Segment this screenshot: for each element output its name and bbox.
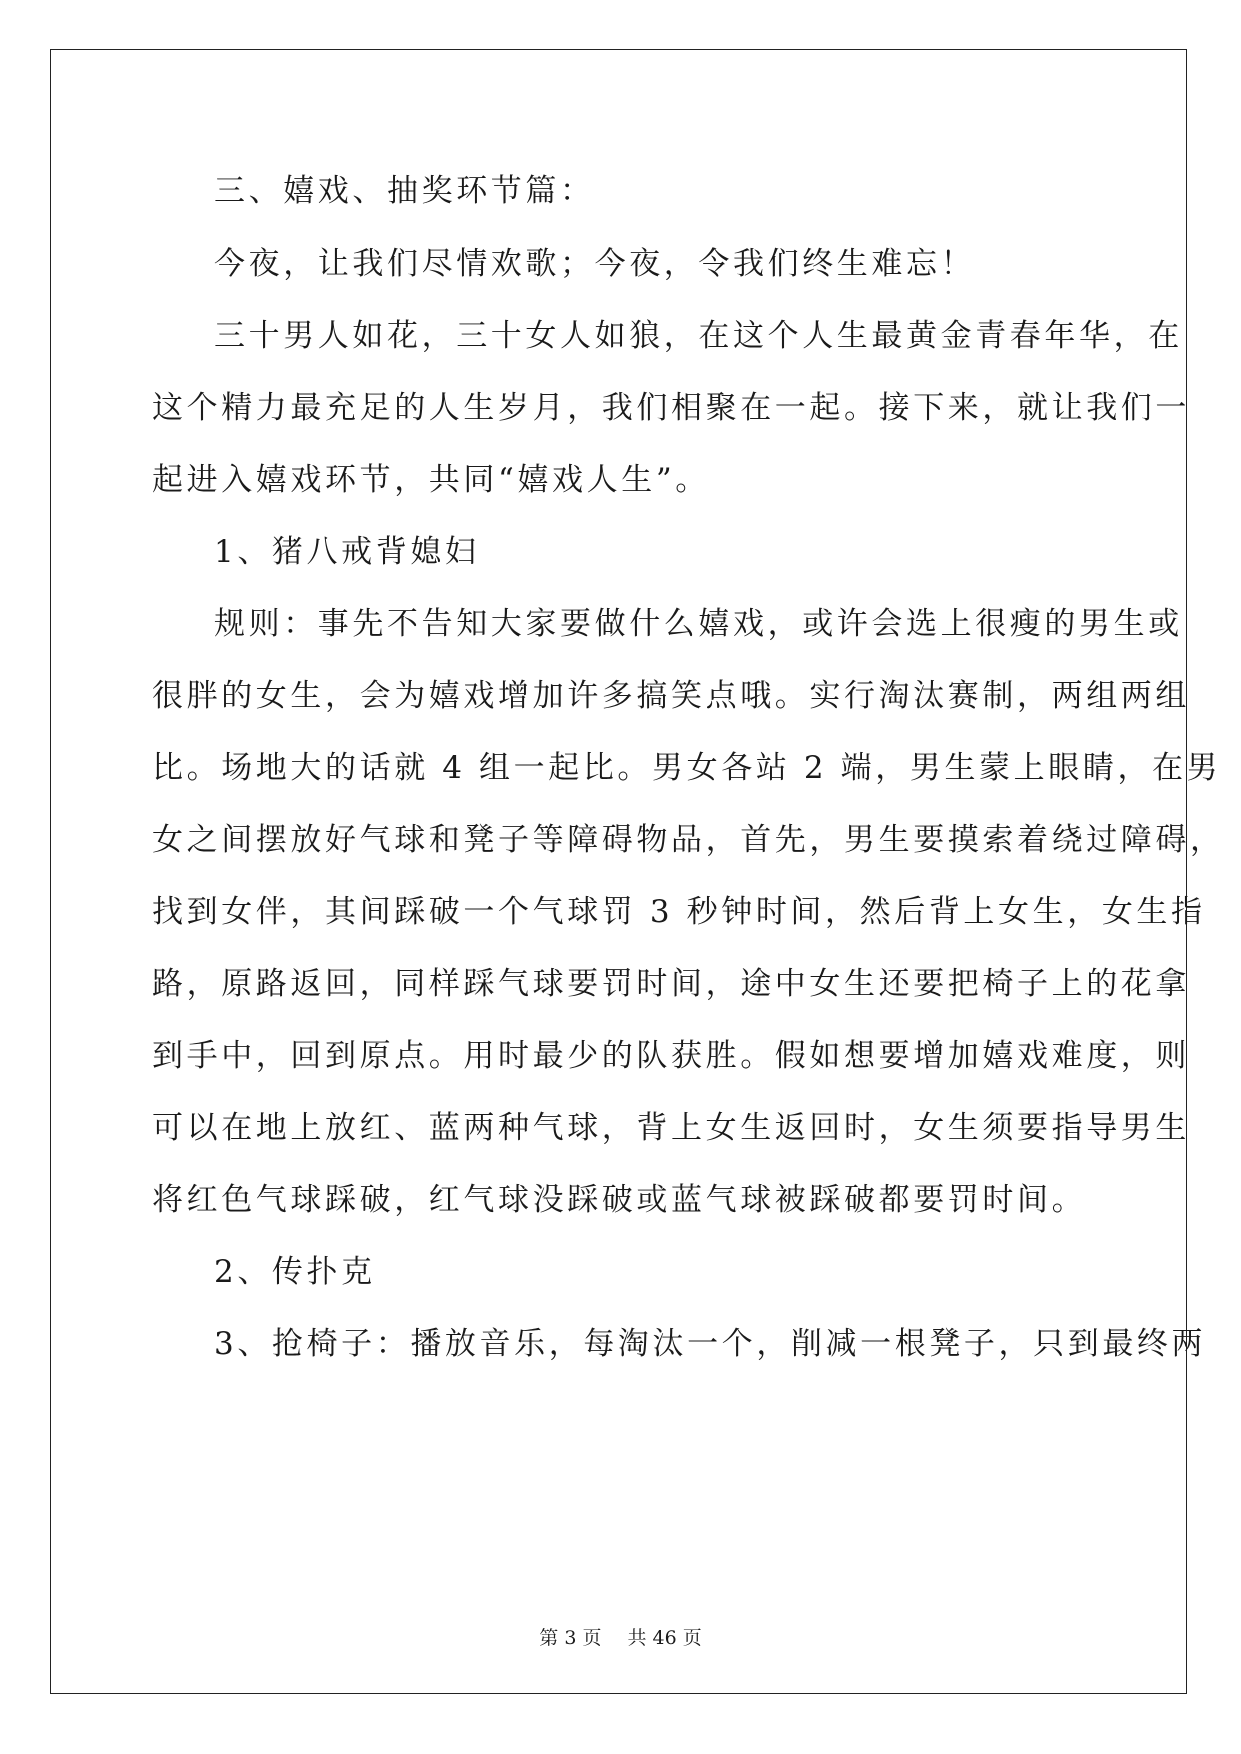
item-heading: 2、传扑克	[214, 1254, 376, 1290]
paragraph-line: 到手中，回到原点。用时最少的队获胜。假如想要增加嬉戏难度，则	[152, 1038, 1190, 1074]
paragraph-line: 规则：事先不告知大家要做什么嬉戏，或许会选上很瘦的男生或	[214, 606, 1183, 642]
section-heading: 三、嬉戏、抽奖环节篇：	[214, 173, 595, 209]
paragraph-line: 可以在地上放红、蓝两种气球，背上女生返回时，女生须要指导男生	[152, 1110, 1190, 1146]
paragraph-line: 女之间摆放好气球和凳子等障碍物品，首先，男生要摸索着绕过障碍，	[152, 822, 1225, 858]
paragraph-line: 今夜，让我们尽情欢歌；今夜，令我们终生难忘！	[214, 246, 976, 282]
page-border	[50, 49, 1225, 1694]
page-number: 第 3 页	[539, 1627, 602, 1649]
paragraph-line: 找到女伴，其间踩破一个气球罚 3 秒钟时间，然后背上女生，女生指	[152, 894, 1206, 930]
paragraph-line: 比。场地大的话就 4 组一起比。男女各站 2 端，男生蒙上眼睛，在男	[152, 750, 1222, 786]
paragraph-line: 将红色气球踩破，红气球没踩破或蓝气球被踩破都要罚时间。	[152, 1182, 1087, 1218]
page-footer	[0, 1626, 1241, 1650]
paragraph-line: 起进入嬉戏环节，共同“嬉戏人生”。	[152, 462, 710, 498]
paragraph-line: 路，原路返回，同样踩气球要罚时间，途中女生还要把椅子上的花拿	[152, 966, 1190, 1002]
paragraph-line: 3、抢椅子：播放音乐，每淘汰一个，削减一根凳子，只到最终两	[214, 1326, 1207, 1362]
paragraph-line: 很胖的女生，会为嬉戏增加许多搞笑点哦。实行淘汰赛制，两组两组	[152, 678, 1190, 714]
item-heading: 1、猪八戒背媳妇	[214, 534, 480, 570]
paragraph-line: 三十男人如花，三十女人如狼，在这个人生最黄金青春年华，在	[214, 318, 1183, 354]
paragraph-line: 这个精力最充足的人生岁月，我们相聚在一起。接下来，就让我们一	[152, 390, 1190, 426]
page-total: 共 46 页	[627, 1627, 702, 1649]
